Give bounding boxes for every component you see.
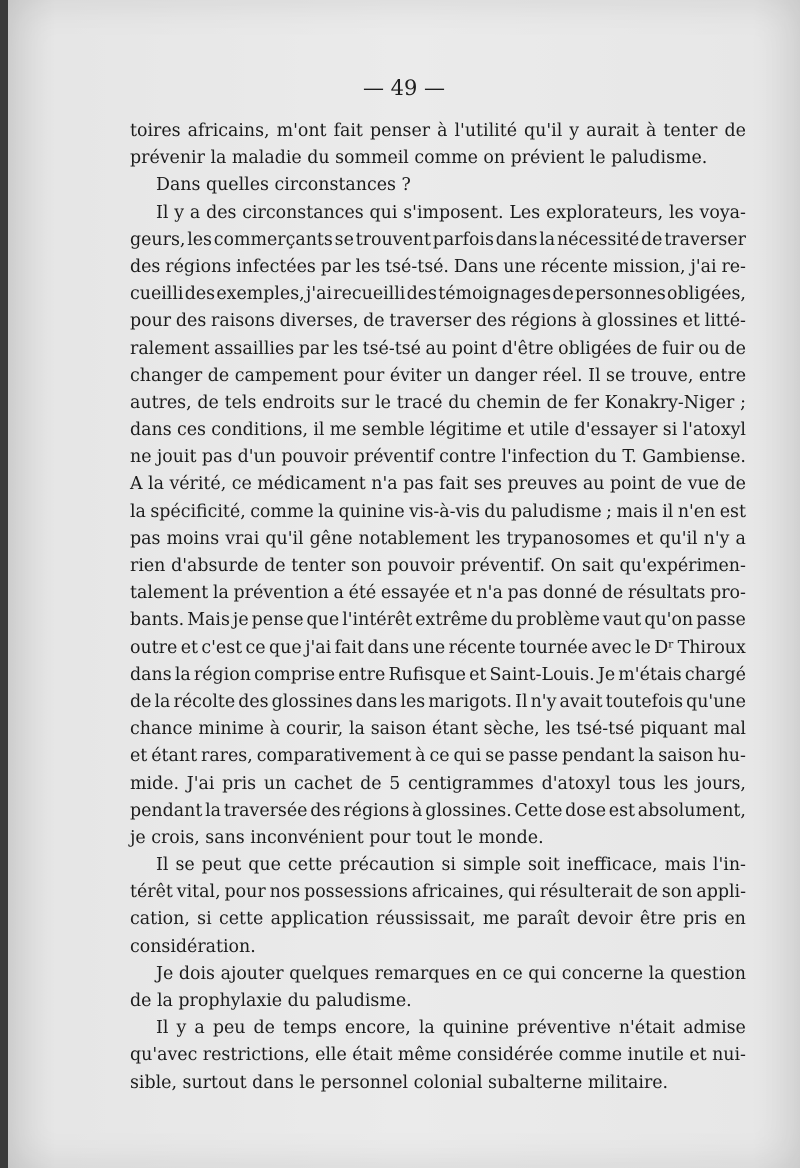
text-line: pour des raisons diverses, de traverser des régions à glossines et litté- — [130, 311, 746, 332]
text-line: térêt vital, pour nos possessions africaines, qui résulterait de son appli- — [130, 882, 746, 903]
text-line: et étant rares, comparativement à ce qui se passe pendant la saison hu- — [130, 746, 746, 767]
text-line: Il se peut que cette précaution si simple soit inefficace, mais l'in- — [156, 855, 746, 876]
text-line: chance minime à courir, la saison étant sèche, les tsé-tsé piquant mal — [130, 719, 746, 740]
text-line: qu'avec restrictions, elle était même considérée comme inutile et nui- — [130, 1045, 746, 1066]
text-line: ralement assaillies par les tsé-tsé au point d'être obligées de fuir ou de — [130, 338, 746, 359]
text-line: dans ces conditions, il me semble légitime et utile d'essayer si l'atoxyl — [130, 420, 746, 441]
text-line: pas moins vrai qu'il gêne notablement les trypanosomes et qu'il n'y a — [130, 528, 746, 549]
text-line: pendant la traversée des régions à glossines. Cette dose est absolument, — [130, 800, 746, 821]
text-line: considération. — [130, 936, 256, 957]
text-line: de la prophylaxie du paludisme. — [130, 991, 412, 1011]
text-line: ne jouit pas d'un pouvoir préventif contre l'infection du T. Gambiense. — [130, 447, 746, 468]
text-line: autres, de tels endroits sur le tracé du chemin de fer Konakry-Niger ; — [130, 392, 746, 413]
text-line: talement la prévention a été essayée et n'a pas donné de résultats pro- — [130, 583, 746, 604]
text-line: A la vérité, ce médicament n'a pas fait ses preuves au point de vue de — [130, 474, 746, 495]
text-line: rien d'absurde de tenter son pouvoir préventif. On sait qu'expérimen- — [130, 556, 746, 576]
body-text — [130, 118, 746, 1097]
text-line: la spécificité, comme la quinine vis-à-vis du paludisme ; mais il n'en est — [130, 501, 746, 522]
text-line: geurs, les commerçants se trouvent parfois dans la nécessité de traverser — [130, 229, 746, 250]
text-line: bants. Mais je pense que l'intérêt extrême du problème vaut qu'on passe — [130, 610, 746, 631]
page-number: — 49 — — [362, 76, 446, 100]
text-line: cation, si cette application réussissait, me paraît devoir être pris en — [130, 909, 746, 930]
text-line: mide. J'ai pris un cachet de 5 centigrammes d'atoxyl tous les jours, — [130, 773, 746, 794]
text-line: Dans quelles circonstances ? — [156, 175, 411, 196]
text-line: dans la région comprise entre Rufisque et Saint-Louis. Je m'étais chargé — [130, 664, 746, 685]
text-line: Il y a peu de temps encore, la quinine préventive n'était admise — [156, 1018, 746, 1039]
text-line: cueilli des exemples, j'ai recueilli des témoignages de personnes obligées, — [130, 284, 746, 305]
text-line: Je dois ajouter quelques remarques en ce qui concerne la question — [156, 963, 746, 984]
book-page — [8, 0, 800, 1168]
text-line: toires africains, m'ont fait penser à l'utilité qu'il y aurait à tenter de — [130, 121, 746, 141]
text-line: des régions infectées par les tsé-tsé. Dans une récente mission, j'ai re- — [130, 256, 746, 277]
text-line: outre et c'est ce que j'ai fait dans une récente tournée avec le Dʳ Thiroux — [130, 637, 746, 658]
text-line: je crois, sans inconvénient pour tout le monde. — [130, 827, 544, 848]
text-line: prévenir la maladie du sommeil comme on prévient le paludisme. — [130, 148, 708, 169]
text-line: sible, surtout dans le personnel colonial subalterne militaire. — [130, 1072, 669, 1093]
text-line: changer de campement pour éviter un danger réel. Il se trouve, entre — [130, 365, 746, 386]
text-line: de la récolte des glossines dans les marigots. Il n'y avait toutefois qu'une — [130, 691, 746, 712]
text-line: Il y a des circonstances qui s'imposent. Les explorateurs, les voya- — [156, 202, 746, 223]
